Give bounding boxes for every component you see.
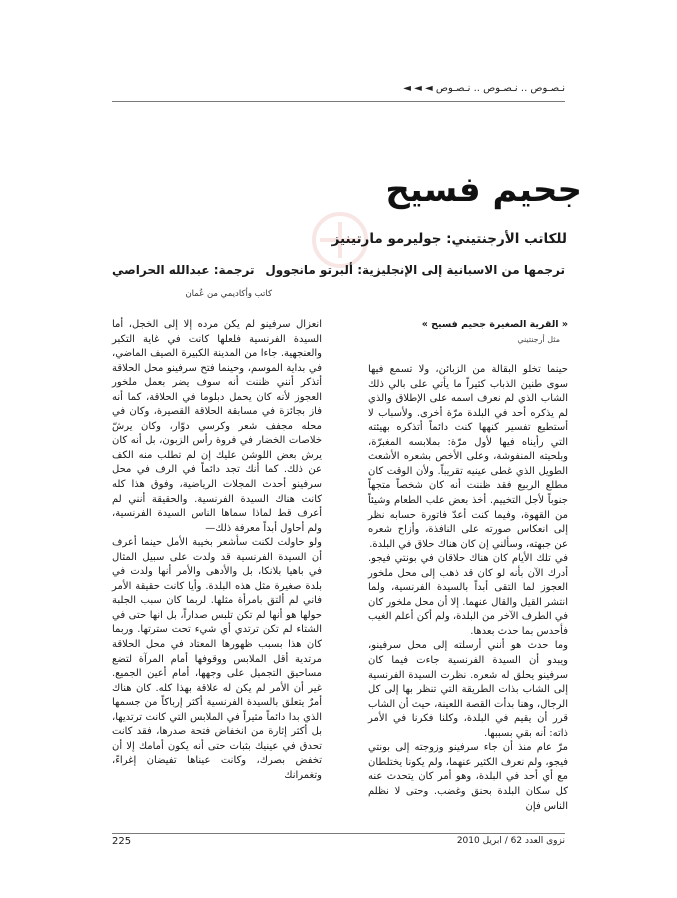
paragraph: انعزال سرفينو لم يكن مرده إلا إلى الخجل، أما السيدة الفرنسية فلعلها كانت في غاية التكبر والعنجهية. جاءا من المدينة الكبيرة الصيف الماضي، في بداية الموسم، وحينما فتح سرفينو محل الحلاقة أتذكر أنني ظننت أنه سوف يضر بعمل ملخور العجوز لأنه كان يحمل دبلوما في الحلاقة، كما أنه فاز بجائزة في مسابقة الحلاقة القصيرة، وكان في محله مجفف شعر وكرسي دوّار، وكان يرشّ خلاصات الخضار في فروة رأس الزبون، بل أنه كان يرش بعض اللوشن عليك إن لم تطلب منه الكف عن ذلك. كما أنك تجد دائماً في الرف في محل سرفينو أحدث المجلات الرياضية، وفوق هذا كله كانت هناك السيدة الفرنسية. والحقيقة أنني لم أعرف قط لماذا سماها الناس السيدة الفرنسية، ولم أحاول أبداً معرفة ذلك— [112,319,322,534]
issue-label: نزوى العدد 62 / ابريل 2010 [456,836,565,846]
right-column [368,318,568,814]
paragraph: ولو حاولت لكنت سأشعر بخيبة الأمل حينما أعرف أن السيدة الفرنسية قد ولدت على سبيل المثال في باهيا بلانكا، بل والأدهى والأمر أنها ولدت في بلدة صغيرة مثل هذه البلدة. وأيا كانت حقيقة الأمر فاني لم ألتق بامرأة مثلها. لربما كان سبب الجلبة حولها هو أنها لم تكن تلبس صداراً، بل انها حتى في الشتاء لم تكن ترتدي أي شيء تحت سترتها. وربما كان هذا بسبب ظهورها المعتاد في محل الحلاقة مرتدية أقل الملابس ووقوفها أمام المرآة لتضع مساحيق التجميل على وجهها، أمام أعين الجميع. غير أن الأمر لم يكن له علاقة بهذا كله. كان هناك أمرٌ يتعلق بالسيدة الفرنسية أكثر إرباكاً من جسمها الذي بدا دائماً مثيراً في الملابس التي كانت ترتديها، بل أكثر إثارة من انخفاض فتحة صدرها، فقد كانت تحدق في عينيك بثبات حتى أنه يكون أمامك إلا أن تخفض بصرك، وكانت عيناها تفيضان إغراءً، وتغمرانك [112,537,322,781]
epigraph-author: مثل أرجنتيني [517,334,560,344]
section-header: نـصـوص .. نـصـوص .. نـصـوص ◄ ◄ ◄ [403,83,565,94]
article-title: جحيم فسيح [385,170,582,210]
paragraph: حينما تخلو البقالة من الزبائن، ولا تسمع فيها سوى طنين الذباب كثيراً ما يأتي على بالي ذلك الشاب الذي لم نعرف اسمه على الإطلاق والذي لم يذكره أحد في البلدة مرّة أخرى. ولأسباب لا أستطيع تفسير كنهها كنت دائماً أتذكره بهيئته التي رأيناه فيها لأول مرّة: بملابسه المغبرّة، وبلحيته المنفوشة، وعلى الأخص بشعره الأشعث الطويل الذي غطى عينيه تقريباً. ولأن الوقت كان مطلع الربيع فقد ظننت أنه كان شخصاً متجهاً جنوباً لأجل التخييم. أخذ بعض علب الطعام وشيئاً من القهوة، وفيما كنت أعدّ فاتورة حسابه نظر إلى انعكاس صورته على النافذة، وأزاح شعره عن جبهته، وسألني إن كان هناك حلاق في البلدة. [368,364,568,550]
epigraph: « القرية الصغيرة جحيم فسيح » [421,319,568,330]
translator-name: ترجمة: عبدالله الحراصي [112,263,255,277]
footer-divider [112,833,565,834]
author-line: للكاتب الأرجنتيني: جوليرمو مارتينيز [331,231,567,247]
paragraph: في تلك الأيام كان هناك حلاقان في بونتي فيجو. أدرك الآن بأنه لو كان قد ذهب إلى محل ملخور العجوز لما التقى أبداً بالسيدة الفرنسية، ولما انتشر القيل والقال عنهما. إلا أن محل ملخور كان في الطرف الآخر من البلدة، ولم أكن أعلم الغيب فأحدس بما حدث بعدها. [368,553,568,637]
paragraph: وما حدث هو أنني أرسلته إلى محل سرفينو، ويبدو أن السيدة الفرنسية جاءت فيما كان سرفينو يحلق له شعره. نظرت السيدة الفرنسية إلى الشاب بذات الطريقة التي تنظر بها إلى كل الرجال، وهنا بدأت القصة اللعينة، حيث أن الشاب قرر أن يقيم في البلدة، وكلنا فكرنا في الأمر ذاته: أنه بقي بسببها. [368,640,568,739]
paragraph: مرّ عام منذ أن جاء سرفينو وزوجته إلى بونتي فيجو، ولم نعرف الكثير عنهما، ولم يكونا يختلطان مع أي أحد في البلدة، وهو أمر كان يتحدث عنه كل سكان البلدة بحنق وغضب. وحتى لا نظلم الناس فإن [368,742,568,812]
left-column [112,318,322,784]
page-number: 225 [112,836,132,847]
header-divider [112,101,565,102]
translation-chain: ترجمها من الاسبانية إلى الإنجليزية: ألبرتو مانجوول [265,263,565,277]
translator-description: كاتب وأكاديمي من عُمان [185,289,272,299]
